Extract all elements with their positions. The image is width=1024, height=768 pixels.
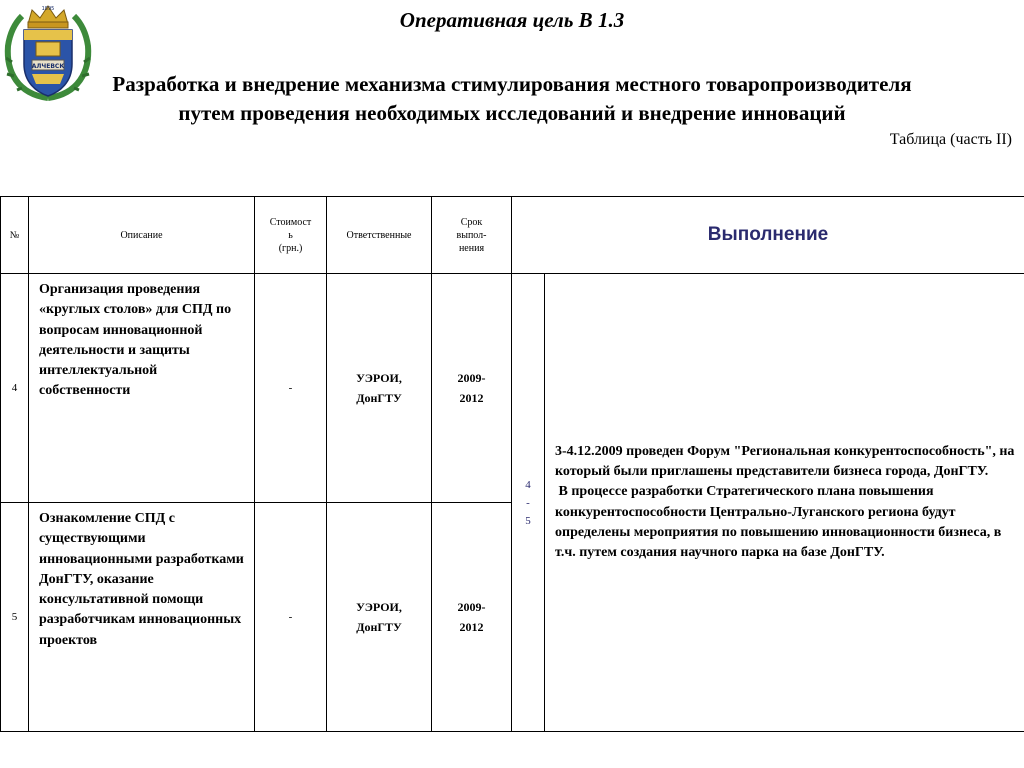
header-num: №: [1, 197, 29, 274]
execution-paragraph-1: 3-4.12.2009 проведен Форум "Региональная конкурентоспособность", на который были приглашены представители бизнеса города, ДонГТУ.: [555, 443, 1015, 479]
row-term: [432, 503, 512, 732]
execution-row-reference: [512, 274, 545, 732]
row-description: Организация проведения «круглых столов» для СПД по вопросам инновационной деятельности и защиты интеллектуальной собственности: [29, 274, 255, 503]
row-term: [432, 274, 512, 503]
execution-table: [0, 196, 1024, 732]
header-description: Описание: [29, 197, 255, 274]
row-responsible-line-2: ДонГТУ: [356, 620, 402, 634]
row-cost: -: [255, 274, 327, 503]
row-term-line-1: 2009-: [457, 600, 486, 614]
header-cost-line-2: ь: [288, 229, 293, 241]
header-responsible: Ответственные: [327, 197, 432, 274]
row-responsible-line-2: ДонГТУ: [356, 391, 402, 405]
table-header-row: [1, 197, 1024, 274]
header-term-line-1: Срок: [460, 216, 483, 228]
page-title: [20, 70, 1004, 128]
row-num: 4: [1, 274, 29, 503]
header-cost-line-1: Стоимост: [269, 216, 312, 228]
title-line-2: путем проведения необходимых исследований и внедрение инноваций: [178, 101, 846, 125]
title-line-1: Разработка и внедрение механизма стимулирования местного товаропроизводителя: [112, 72, 912, 96]
header-term-line-2: выпол-: [456, 229, 487, 241]
row-term-line-1: 2009-: [457, 371, 486, 385]
ref-line-1: 4: [525, 478, 531, 491]
header-term-line-3: нения: [458, 242, 485, 254]
row-term-line-2: 2012: [459, 620, 484, 634]
row-description: Ознакомление СПД с существующими инновационными разработками ДонГТУ, оказание консультативной помощи разработчикам инновационных проектов: [29, 503, 255, 732]
row-responsible: [327, 503, 432, 732]
row-responsible-line-1: УЭРОИ,: [356, 600, 402, 614]
row-term-line-2: 2012: [459, 391, 484, 405]
ref-line-3: 5: [525, 514, 531, 527]
svg-text:АЛЧЕВСК: АЛЧЕВСК: [31, 63, 65, 70]
header-cost: [255, 197, 327, 274]
table-row: [1, 274, 1024, 503]
row-cost: -: [255, 503, 327, 732]
header-execution: Выполнение: [512, 197, 1024, 274]
operational-goal-heading: Оперативная цель В 1.3: [399, 8, 625, 32]
header-term: [432, 197, 512, 274]
svg-text:1895: 1895: [41, 6, 55, 12]
row-responsible-line-1: УЭРОИ,: [356, 371, 402, 385]
execution-paragraph-2: В процессе разработки Стратегического плана повышения конкурентоспособности Центрально-Луганского региона будут определены мероприятия по повышению инновационности бизнеса, в т.ч. путем создания научного парка на базе ДонГТУ.: [555, 484, 1005, 561]
header-cost-line-3: (грн.): [278, 242, 303, 254]
row-responsible: [327, 274, 432, 503]
execution-text: [545, 274, 1024, 732]
table-caption: Таблица (часть II): [889, 131, 1012, 148]
ref-line-2: -: [526, 496, 530, 509]
row-num: 5: [1, 503, 29, 732]
